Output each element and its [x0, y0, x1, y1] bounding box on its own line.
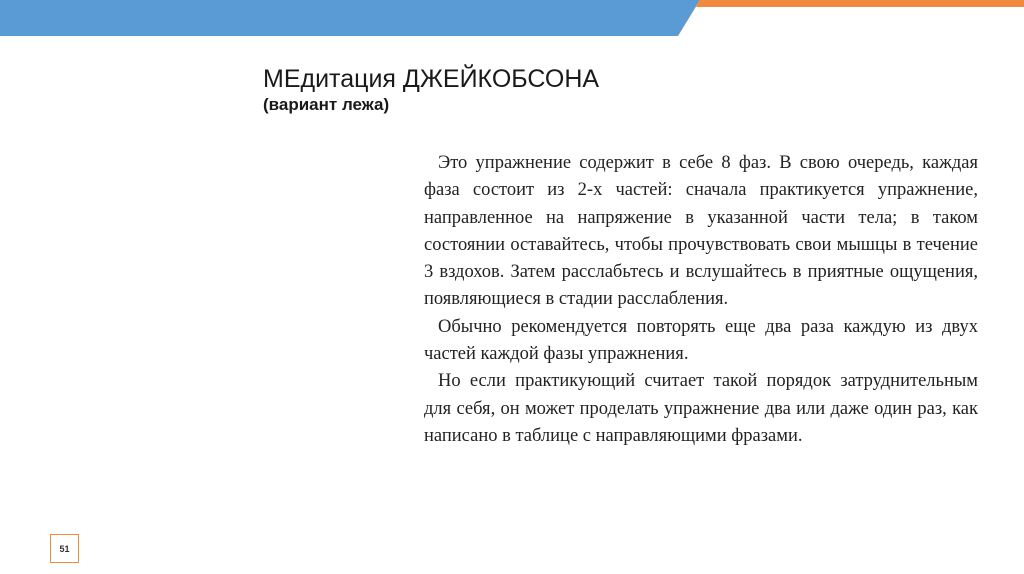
slide-subtitle: (вариант лежа) — [263, 95, 390, 114]
body-text — [424, 150, 978, 450]
top-bar-orange-band — [696, 0, 1024, 7]
page-number: 51 — [50, 534, 79, 563]
paragraph: Обычно рекомендуется повторять еще два раза каждую из двух частей каждой фазы упражнения. — [424, 316, 978, 365]
paragraph: Это упражнение содержит в себе 8 фаз. В свою очередь, каждая фаза состоит из 2-х частей: сначала практикуется упражнение, направленное на напряжение в указанной части тела; в таком состоянии оставайтесь, чтобы прочувствовать свои мышцы в течение 3 вздохов. Затем расслабьтесь и вслушайтесь в приятные ощущения, появляющиеся в стадии расслабления. — [424, 153, 978, 310]
top-bar-blue-band — [0, 0, 700, 36]
paragraph: Но если практикующий считает такой порядок затруднительным для себя, он может проделать упражнение два или даже один раз, как написано в таблице с направляющими фразами. — [424, 371, 978, 446]
title-block — [263, 64, 599, 116]
top-decorative-bar — [0, 0, 1024, 36]
slide-title: МЕдитация ДЖЕЙКОБСОНА — [263, 65, 600, 93]
